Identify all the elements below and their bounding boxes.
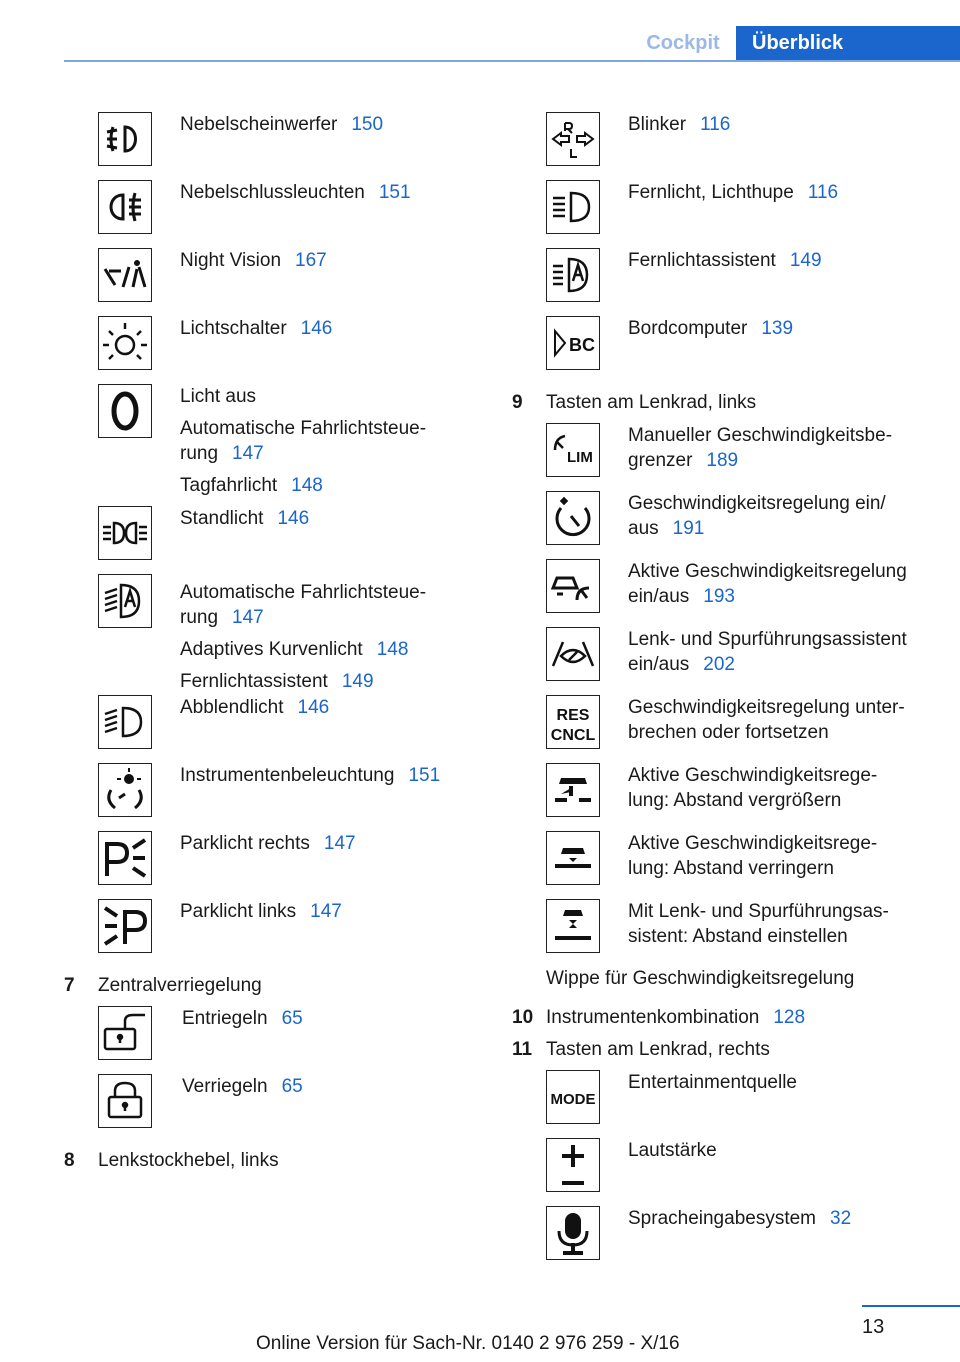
item-label: Manueller Geschwindigkeitsbe- [628, 425, 893, 446]
item-label: Spracheingabesystem [628, 1208, 816, 1229]
page-link[interactable]: 148 [291, 475, 323, 496]
item-label: rung [180, 607, 219, 628]
item-label: brechen oder fortsetzen [628, 722, 829, 743]
active-cruise-icon [546, 559, 600, 613]
mode-icon [546, 1070, 600, 1124]
item-label: grenzer [628, 450, 693, 471]
svg-text:LIM: LIM [567, 449, 593, 466]
item-label: Tagfahrlicht [180, 475, 278, 496]
volume-icon [546, 1138, 600, 1192]
page-number-rule [862, 1305, 960, 1307]
instrument-lighting-icon [98, 763, 152, 817]
page-link[interactable]: 139 [761, 318, 794, 339]
cruise-control-icon [546, 491, 600, 545]
item-label: Aktive Geschwindigkeitsrege- [628, 833, 878, 854]
item-label: Entriegeln [182, 1008, 268, 1029]
page-link[interactable]: 151 [378, 182, 411, 203]
page-link[interactable]: 147 [232, 607, 264, 628]
header-rule [64, 60, 960, 62]
item-label: Nebelschlussleuchten [180, 182, 365, 203]
item-label: Parklicht rechts [180, 833, 310, 854]
page-link[interactable]: 128 [773, 1007, 806, 1028]
res-cncl-icon [546, 695, 600, 749]
item-label: lung: Abstand vergrößern [628, 790, 842, 811]
turn-signal-icon [546, 112, 600, 166]
item-label: Lenk- und Spurführungsassistent [628, 629, 907, 650]
item-label: Aktive Geschwindigkeitsrege- [628, 765, 878, 786]
item-label: Fernlichtassistent [180, 671, 328, 692]
section-title: Tasten am Lenkrad, links [546, 392, 757, 413]
item-label: Automatische Fahrlichtsteue- [180, 582, 427, 603]
item-label: Aktive Geschwindigkeitsregelung [628, 561, 907, 582]
item-label: Automatische Fahrlichtsteue- [180, 418, 427, 439]
item-label: Verriegeln [182, 1076, 268, 1097]
item-label: Geschwindigkeitsregelung unter- [628, 697, 905, 718]
svg-text:BC: BC [569, 335, 595, 355]
distance-increase-icon [546, 763, 600, 817]
unlock-icon [98, 1006, 152, 1060]
item-label: Abblendlicht [180, 697, 284, 718]
page-link[interactable]: 147 [232, 443, 264, 464]
page-link[interactable]: 149 [789, 250, 822, 271]
section-title: Tasten am Lenkrad, rechts [546, 1039, 770, 1060]
section-title: Lenkstockhebel, links [98, 1150, 279, 1171]
item-label: Standlicht [180, 508, 264, 529]
page-link[interactable]: 151 [408, 765, 441, 786]
item-label: Bordcomputer [628, 318, 748, 339]
parking-light-left-icon [98, 899, 152, 953]
item-label: Nebelscheinwerfer [180, 114, 338, 135]
section-number: 7 [64, 975, 75, 996]
page-link[interactable]: 116 [700, 114, 731, 135]
section-number: 8 [64, 1150, 75, 1171]
item-label: Lichtschalter [180, 318, 287, 339]
tab-cockpit[interactable]: Cockpit [646, 32, 720, 54]
speed-limiter-icon [546, 423, 600, 477]
item-label: Lautstärke [628, 1140, 717, 1161]
page-link[interactable]: 167 [295, 250, 327, 271]
page-link[interactable]: 32 [830, 1208, 852, 1229]
fog-light-icon [98, 112, 152, 166]
section-number: 11 [512, 1039, 533, 1060]
low-beam-icon [98, 695, 152, 749]
distance-adjust-icon [546, 899, 600, 953]
distance-decrease-icon [546, 831, 600, 885]
item-label: ein/aus [628, 654, 690, 675]
page-link[interactable]: 202 [703, 654, 735, 675]
item-label: lung: Abstand verringern [628, 858, 834, 879]
zero-icon [98, 384, 152, 438]
microphone-icon [546, 1206, 600, 1260]
page-link[interactable]: 193 [703, 586, 735, 607]
item-label: sistent: Abstand einstellen [628, 926, 848, 947]
rocker-note: Wippe für Geschwindigkeitsregelung [546, 968, 855, 989]
auto-headlight-icon [98, 574, 152, 628]
item-label: Mit Lenk- und Spurführungsas- [628, 901, 889, 922]
online-version-note: Online Version für Sach-Nr. 0140 2 976 259 - X/16 [256, 1333, 680, 1354]
item-label: Entertainmentquelle [628, 1072, 797, 1093]
page-link[interactable]: 65 [281, 1076, 303, 1097]
page-link[interactable]: 146 [277, 508, 310, 529]
page-link[interactable]: 65 [281, 1008, 303, 1029]
page-link[interactable]: 116 [807, 182, 839, 203]
page-link[interactable]: 189 [706, 450, 739, 471]
high-beam-assist-icon [546, 248, 600, 302]
section-title-text: Instrumentenkombination [546, 1007, 760, 1028]
item-label: Instrumentenbeleuchtung [180, 765, 395, 786]
page-link[interactable]: 148 [376, 639, 409, 660]
item-label: rung [180, 443, 219, 464]
page-link[interactable]: 146 [300, 318, 333, 339]
icon-label: MODE [550, 1091, 596, 1108]
item-label: Blinker [628, 114, 687, 135]
board-computer-icon [546, 316, 600, 370]
lock-icon [98, 1074, 152, 1128]
parking-lights-icon [98, 506, 152, 560]
night-vision-icon [98, 248, 152, 302]
icon-label: RES [556, 707, 590, 724]
lane-assist-icon [546, 627, 600, 681]
item-label: Parklicht links [180, 901, 297, 922]
item-label: Geschwindigkeitsregelung ein/ [628, 493, 886, 514]
item-label: Adaptives Kurvenlicht [180, 639, 363, 660]
parking-light-right-icon [98, 831, 152, 885]
light-switch-icon [98, 316, 152, 370]
page-link[interactable]: 146 [297, 697, 330, 718]
icon-label: CNCL [550, 727, 596, 744]
section-number: 10 [512, 1007, 534, 1028]
page-link[interactable]: 150 [351, 114, 384, 135]
item-label: ein/aus [628, 586, 690, 607]
high-beam-icon [546, 180, 600, 234]
page-number: 13 [862, 1316, 885, 1338]
rear-fog-light-icon [98, 180, 152, 234]
section-title [546, 1005, 805, 1030]
item-label: Fernlicht, Lichthupe [628, 182, 794, 203]
item-label: Fernlichtassistent [628, 250, 776, 271]
item-label: Licht aus [180, 386, 257, 407]
page-link[interactable]: 191 [672, 518, 705, 539]
page-link[interactable]: 149 [341, 671, 374, 692]
section-title: Zentralverriegelung [98, 975, 262, 996]
section-number: 9 [512, 392, 523, 413]
page-link[interactable]: 147 [323, 833, 356, 854]
item-label: aus [628, 518, 659, 539]
tab-overview[interactable]: Überblick [736, 26, 960, 60]
item-label: Night Vision [180, 250, 282, 271]
page-link[interactable]: 147 [310, 901, 342, 922]
